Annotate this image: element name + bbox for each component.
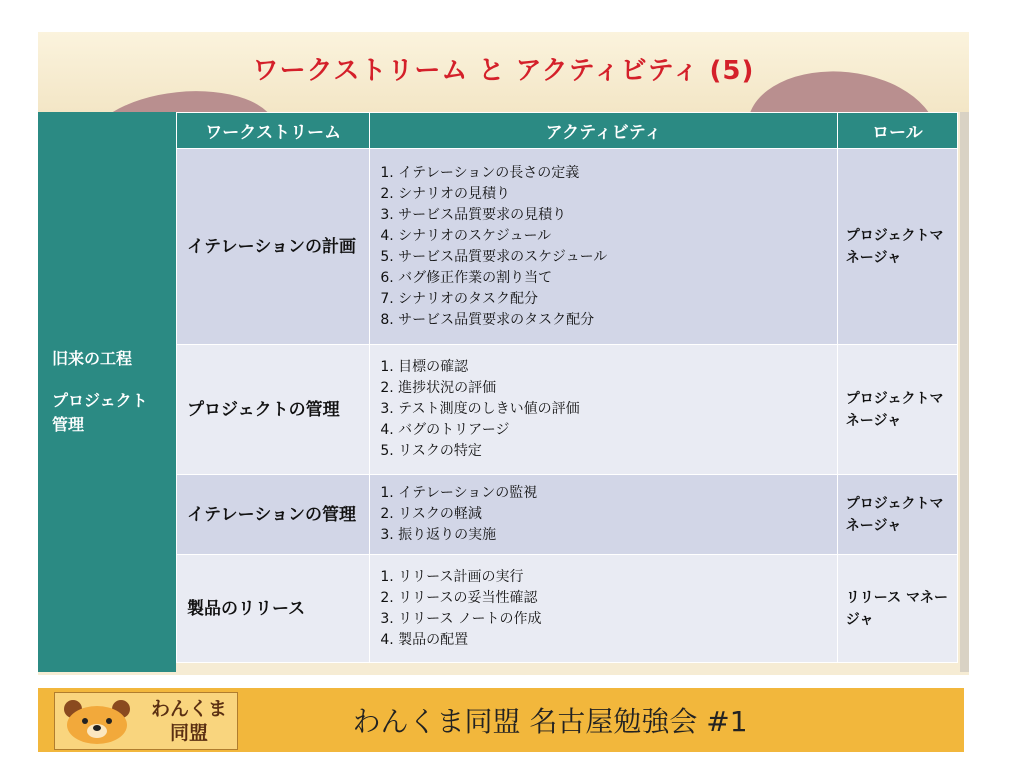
category-label-2: プロジェクト [52, 391, 148, 410]
logo-line-2: 同盟 [169, 722, 208, 744]
activity-item: 1. イテレーションの長さの定義 [380, 164, 580, 181]
activity-item: 8. サービス品質要求のタスク配分 [380, 311, 595, 328]
workstream-cell: イテレーションの計画 [177, 149, 370, 345]
activity-item: 3. 振り返りの実施 [380, 527, 497, 543]
wankuma-logo [54, 692, 238, 750]
table-row [177, 149, 958, 345]
activity-item: 3. リリース ノートの作成 [380, 610, 542, 627]
activity-item: 2. シナリオの見積り [380, 185, 511, 202]
table-row [177, 475, 958, 555]
role-cell: プロジェクトマネージャ [837, 475, 957, 555]
slide-title: ワークストリーム と アクティビティ (5) [252, 56, 755, 86]
logo-line-1: わんくま [150, 698, 227, 720]
header-activity: アクティビティ [370, 113, 837, 149]
activity-cell [370, 345, 837, 475]
category-label-1: 旧来の工程 [52, 349, 133, 368]
category-column [38, 112, 176, 672]
activity-item: 3. テスト測度のしきい値の評価 [380, 401, 580, 417]
activity-item: 1. 目標の確認 [380, 359, 469, 375]
table-row [177, 345, 958, 475]
activity-item: 1. リリース計画の実行 [380, 568, 524, 585]
activity-item: 4. バグのトリアージ [380, 422, 510, 438]
header-role: ロール [837, 113, 957, 149]
workstream-cell: プロジェクトの管理 [177, 345, 370, 475]
category-label-3: 管理 [52, 415, 85, 434]
workstream-cell: イテレーションの管理 [177, 475, 370, 555]
activity-item: 2. 進捗状況の評価 [380, 380, 497, 396]
activity-cell [370, 555, 837, 663]
activity-item: 4. シナリオのスケジュール [380, 227, 552, 244]
activity-item: 5. サービス品質要求のスケジュール [380, 248, 608, 265]
header-workstream: ワークストリーム [177, 113, 370, 149]
activity-item: 3. サービス品質要求の見積り [380, 206, 567, 223]
activity-item: 2. リスクの軽減 [380, 506, 482, 522]
activity-cell [370, 149, 837, 345]
activity-item: 7. シナリオのタスク配分 [380, 290, 539, 307]
table-header-row [177, 113, 958, 149]
table-row [177, 555, 958, 663]
activity-item: 1. イテレーションの監視 [380, 485, 538, 501]
activity-item: 4. 製品の配置 [380, 631, 469, 648]
logo-text [143, 697, 235, 745]
role-cell: リリース マネージャ [837, 555, 957, 663]
activity-cell [370, 475, 837, 555]
workstream-cell: 製品のリリース [177, 555, 370, 663]
bear-icon [61, 699, 133, 745]
activity-item: 5. リスクの特定 [380, 443, 482, 459]
role-cell: プロジェクトマネージャ [837, 149, 957, 345]
activity-item: 6. バグ修正作業の割り当て [380, 269, 553, 286]
footer-text: わんくま同盟 名古屋勉強会 #1 [352, 705, 748, 738]
workstream-table [176, 112, 958, 663]
slide-shadow [960, 40, 969, 672]
role-cell: プロジェクトマネージャ [837, 345, 957, 475]
activity-item: 2. リリースの妥当性確認 [380, 589, 538, 606]
